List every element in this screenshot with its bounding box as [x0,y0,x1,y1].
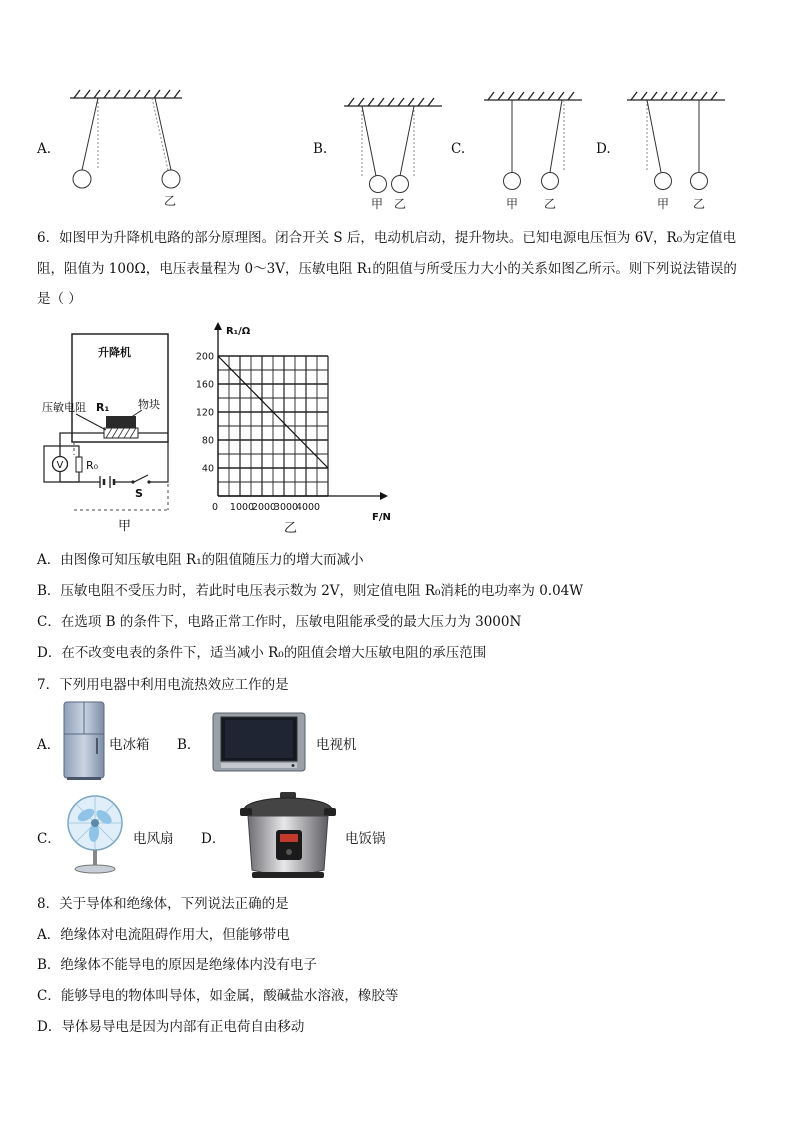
y-tick-label: 200 [196,351,214,363]
y-tick-label: 160 [196,379,214,391]
rice-cooker-icon [238,790,338,882]
q6-option-a: A．由图像可知压敏电阻 R₁的阻值随压力的增大而减小 [37,552,364,568]
q8-option-c: C．能够导电的物体叫导体，如金属，酸碱盐水溶液，橡胶等 [37,988,399,1004]
caption-yi: 乙 [284,521,298,536]
electric-fan-icon [62,793,128,875]
q5-diagram-a [60,88,190,213]
y-tick-label: 120 [196,407,214,419]
q7-option-a-name: 电冰箱 [109,737,150,753]
sensor-label: 压敏电阻 [42,401,86,414]
block-label: 物块 [138,398,160,411]
svg-text:乙: 乙 [693,197,706,211]
q6-stem-line-1: 6．如图甲为升降机电路的部分原理图。闭合开关 S 后，电动机启动，提升物块。已知电源电压恒为 6V，R₀为定值电 [37,230,737,246]
q7-option-b-letter: B． [177,737,201,753]
x-tick-label: 2000 [251,502,277,513]
chart-grid [218,356,328,496]
q5-option-c-label: C. [451,141,466,157]
y-tick-label: 40 [201,463,214,475]
q8-option-d: D．导体易导电是因为内部有正电荷自由移动 [37,1019,305,1035]
elevator-label: 升降机 [98,346,131,359]
q7-option-c-letter: C． [37,831,61,847]
q7-option-b-name: 电视机 [316,737,357,753]
x-tick-label: 3000 [273,502,299,513]
q6-stem-line-3: 是（ ） [37,291,82,307]
q6-option-d: D．在不改变电表的条件下，适当减小 R₀的阻值会增大压敏电阻的承压范围 [37,645,487,661]
q5-option-a-label: A. [37,141,52,157]
svg-text:乙: 乙 [544,197,557,211]
television-icon [211,711,307,773]
svg-text:乙: 乙 [394,197,407,211]
y-tick-label: 80 [201,435,214,447]
q5-option-d-label: D. [596,141,611,157]
q8-option-b: B．绝缘体不能导电的原因是绝缘体内没有电子 [37,957,317,973]
q8-option-a: A．绝缘体对电流阻碍作用大，但能够带电 [37,927,290,943]
q5-diagram-b [338,92,448,217]
q6-option-b: B．压敏电阻不受压力时，若此时电压表示数为 2V，则定值电阻 R₀消耗的电功率为 0.04W [37,583,584,599]
x-axis-label: F/N [372,512,391,523]
ceiling-hatch [70,90,182,98]
resistor-r0 [76,457,82,472]
svg-text:V: V [56,460,64,471]
q7-option-d-letter: D． [201,831,226,847]
q5-diagram-c [478,88,588,213]
q7-option-a-letter: A． [37,737,61,753]
x-axis-arrow [380,492,388,500]
y-axis-label: R₁/Ω [226,326,251,337]
block-object [106,416,136,428]
x-tick-label: 4000 [295,502,321,513]
label-yi: 乙 [164,194,177,208]
q7-stem: 7．下列用电器中利用电流热效应工作的是 [37,677,289,693]
switch-icon [134,475,148,482]
refrigerator-icon [58,700,110,782]
ball-yi [162,170,180,188]
circuit-diagram-jia [38,330,188,535]
caption-jia: 甲 [118,519,132,534]
x-tick-label: 1000 [229,502,255,513]
q5-diagram-d [621,88,731,213]
x-tick-label: 0 [211,502,219,513]
q8-stem: 8．关于导体和绝缘体，下列说法正确的是 [37,896,289,912]
q5-option-b-label: B. [313,141,328,157]
ball-jia [73,170,91,188]
y-axis-arrow [214,322,222,330]
q7-option-d-name: 电饭锅 [345,831,386,847]
chart-r1-vs-force [196,320,396,540]
q6-stem-line-2: 阻，阻值为 100Ω，电压表量程为 0～3V，压敏电阻 R₁的阻值与所受压力大小的关系如图乙所示。则下列说法错误的 [37,261,737,277]
switch-label: S [135,487,143,500]
svg-text:甲: 甲 [657,197,670,211]
svg-text:甲: 甲 [371,197,384,211]
r1-label: R₁ [96,401,110,414]
svg-text:甲: 甲 [506,197,519,211]
r0-label: R₀ [86,459,99,472]
q6-option-c: C．在选项 B 的条件下，电路正常工作时，压敏电阻能承受的最大压力为 3000N [37,614,522,630]
q7-option-c-name: 电风扇 [133,831,174,847]
